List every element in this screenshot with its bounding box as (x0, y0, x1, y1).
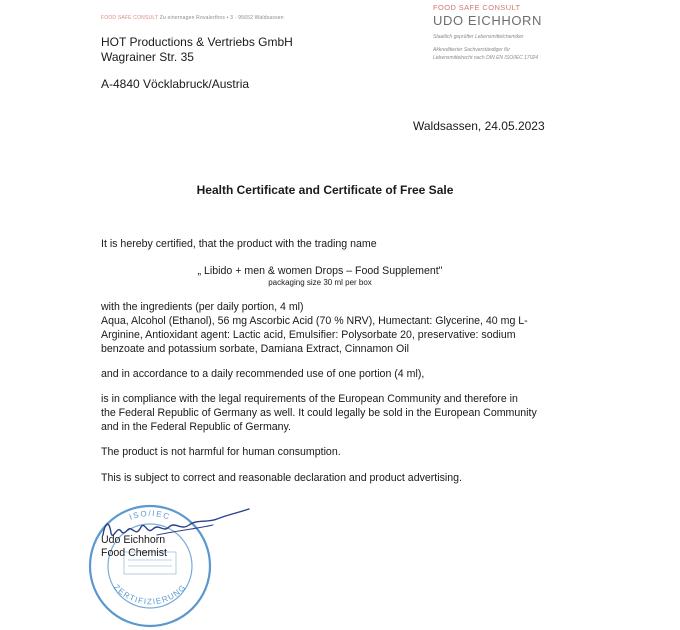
compliance-line: is in compliance with the legal requirements of the European Community and therefore in (101, 393, 518, 405)
sender-line-brand: FOOD SAFE CONSULT (101, 15, 159, 21)
ingredients-line: Aqua, Alcohol (Ethanol), 56 mg Ascorbic Acid (70 % NRV), Humectant: Glycerine, 40 mg L- (101, 315, 528, 327)
stamp-bottom-text: ZERTIFIZIERUNG (111, 582, 189, 607)
recipient-company: HOT Productions & Vertriebs GmbH (101, 35, 293, 49)
intro-text: It is hereby certified, that the product with the trading name (101, 238, 377, 250)
sender-line-address: Zu einernagen Rovalerthos • 3 · 95652 Waldsassen (159, 15, 284, 21)
compliance-line: and in the Federal Republic of Germany. (101, 421, 292, 433)
ingredients-heading: with the ingredients (per daily portion, 4 ml) (101, 301, 304, 313)
letterhead-qualification: Lebensmittelrecht nach DIN EN ISO/IEC 17024 (433, 55, 539, 61)
daily-use-text: and in accordance to a daily recommended use of one portion (4 ml), (101, 368, 425, 380)
packaging-size: packaging size 30 ml per box (268, 278, 372, 287)
subject-to-text: This is subject to correct and reasonable declaration and product advertising. (101, 472, 462, 484)
signer-name: Udo Eichhorn (101, 534, 166, 546)
compliance-line: the Federal Republic of Germany as well. It could legally be sold in the European Community (101, 407, 537, 419)
letterhead-qualification: Staatlich geprüfter Lebensmittelchemiker (433, 34, 524, 40)
document-title: Health Certificate and Certificate of Free Sale (196, 183, 454, 197)
product-name: „ Libido + men & women Drops – Food Supplement" (197, 265, 443, 277)
recipient-city: A-4840 Vöcklabruck/Austria (101, 77, 250, 91)
sender-return-line (101, 15, 284, 21)
signer-role: Food Chemist (101, 547, 167, 559)
not-harmful-text: The product is not harmful for human consumption. (101, 446, 341, 458)
letterhead-qualification: Akkreditierter Sachverständiger für (433, 47, 510, 53)
ingredients-line: benzoate and potassium sorbate, Damiana Extract, Cinnamon Oil (101, 343, 409, 355)
stamp-top-text: ISO/IEC (128, 508, 172, 522)
letterhead-brand: FOOD SAFE CONSULT (433, 3, 521, 12)
ingredients-line: Arginine, Antioxidant agent: Lactic acid, Emulsifier: Polysorbate 20, preservative: sodium (101, 329, 516, 341)
place-date: Waldsassen, 24.05.2023 (413, 119, 545, 133)
letterhead-name: UDO EICHHORN (433, 13, 543, 28)
recipient-street: Wagrainer Str. 35 (101, 50, 194, 64)
